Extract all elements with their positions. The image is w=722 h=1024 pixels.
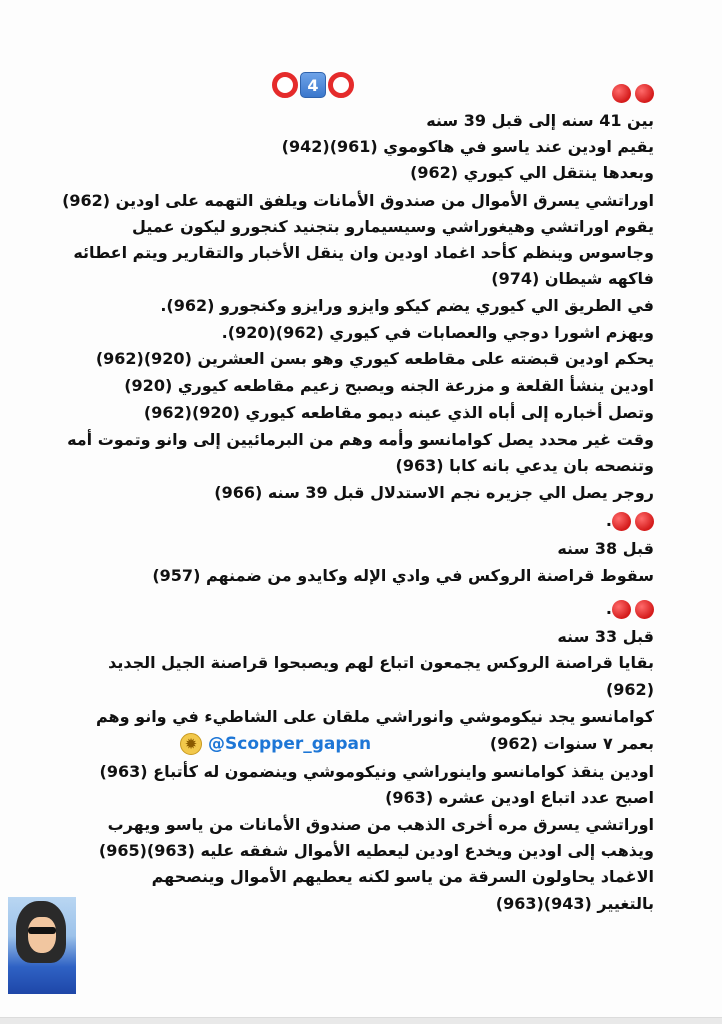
text-line: اودين ينشأ القلعة و مزرعة الجنه ويصبح زعيم مقاطعه كيوري (920) <box>124 376 654 395</box>
circle-o-icon <box>328 72 354 98</box>
text-line: يقوم اوراتشي وهيغوراشي وسيسيمارو بتجنيد كنجورو ليكون عميل <box>132 217 654 236</box>
red-dots-icon <box>612 84 654 103</box>
text-line: بعمر ٧ سنوات (962) <box>489 734 654 753</box>
text-line: الاغماد يحاولون السرقة من ياسو لكنه يعطيهم الأموال وينصحهم <box>151 867 654 886</box>
circle-o-icon <box>272 72 298 98</box>
text-line: اودين ينقذ كوامانسو واينوراشي ونيكوموشي وينضمون له كأتباع (963) <box>99 762 654 781</box>
text-line: يحكم اودين قبضته على مقاطعه كيوري وهو بسن العشرين (920)(962) <box>95 349 654 368</box>
text-line: كوامانسو يجد نيكوموشي وانوراشي ملقان على الشاطيء في وانو وهم <box>96 707 654 726</box>
number-keycap: 4 <box>300 72 326 98</box>
text-line: في الطريق الي كيوري يضم كيكو وايزو ورايزو وكنجورو (962). <box>160 296 654 315</box>
text-line: يقيم اودين عند ياسو في هاكوموي (961)(942) <box>281 137 654 156</box>
text-line: قبل 38 سنه <box>557 539 654 558</box>
text-line: وبعدها ينتقل الي كيوري (962) <box>410 163 654 182</box>
text-line: ويهزم اشورا دوجي والعصابات في كيوري (962)(920). <box>221 323 654 342</box>
red-dots-icon <box>612 512 654 531</box>
avatar <box>8 897 76 994</box>
page-bottom-edge <box>0 1017 722 1024</box>
emblem-icon: ✹ <box>180 733 202 755</box>
watermark <box>180 733 371 755</box>
text-line: ويذهب إلى اودين ويخدع اودين ليعطيه الأموال شفقه عليه (963)(965) <box>98 841 654 860</box>
text-line: بقايا قراصنة الروكس يجمعون اتباع لهم ويصبحوا قراصنة الجيل الجديد <box>108 653 654 672</box>
text-line: روجر يصل الي جزيره نجم الاستدلال قبل 39 سنه (966) <box>214 483 654 502</box>
red-dots-icon <box>612 600 654 619</box>
text-line: وقت غير محدد يصل كوامانسو وأمه وهم من البرمائيين إلى وانو وتموت أمه <box>67 430 654 449</box>
text-line: وتصل أخباره إلى أباه الذي عينه ديمو مقاطعه كيوري (920)(962) <box>143 403 654 422</box>
text-line: (962) <box>605 680 654 699</box>
watermark-handle: @Scopper_gapan <box>208 734 372 754</box>
text-line: اوراتشي يسرق الأموال من صندوق الأمانات ويلفق التهمه على اودين (962) <box>62 191 654 210</box>
text-line: وجاسوس وينظم كأحد اغماد اودين وان ينقل الأخبار والتقارير ويتم اعطائه <box>73 243 654 262</box>
text-line: اصبح عدد اتباع اودين عشره (963) <box>385 788 654 807</box>
text-line: بالتغيير (943)(963) <box>495 894 654 913</box>
text-line: اوراتشي يسرق مره أخرى الذهب من صندوق الأمانات من ياسو ويهرب <box>107 815 654 834</box>
text-line: فاكهه شيطان (974) <box>491 269 654 288</box>
text-line: وتنصحه بان يدعي بانه كابا (963) <box>395 456 654 475</box>
text-line: قبل 33 سنه <box>557 627 654 646</box>
text-line: بين 41 سنه إلى قبل 39 سنه <box>426 111 654 130</box>
number-badge <box>272 72 354 98</box>
text-line: سقوط قراصنة الروكس في وادي الإله وكايدو من ضمنهم (957) <box>152 566 654 585</box>
